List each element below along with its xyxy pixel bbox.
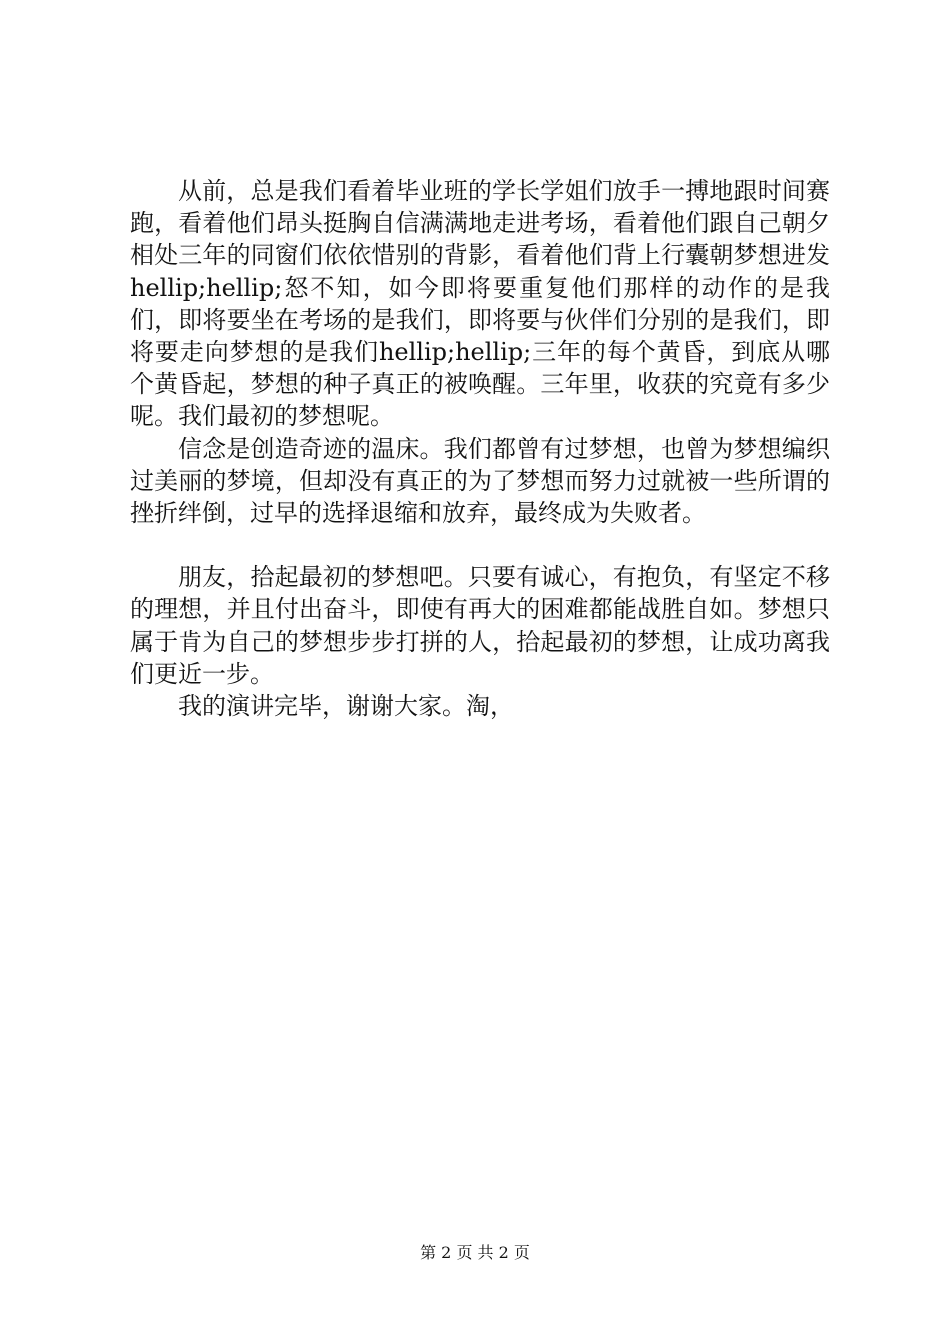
paragraph-3: 朋友，拾起最初的梦想吧。只要有诚心，有抱负，有坚定不移的理想，并且付出奋斗，即使有再大的困难都能战胜自如。梦想只属于肯为自己的梦想步步打拼的人，拾起最初的梦想，让成功离我们更近一步。 <box>130 563 830 688</box>
paragraph-2: 信念是创造奇迹的温床。我们都曾有过梦想，也曾为梦想编织过美丽的梦境，但却没有真正的为了梦想而努力过就被一些所谓的挫折绊倒，过早的选择退缩和放弃，最终成为失败者。 <box>130 434 830 528</box>
paragraph-4: 我的演讲完毕，谢谢大家。淘， <box>178 692 514 721</box>
paragraph-1: 从前，总是我们看着毕业班的学长学姐们放手一搏地跟时间赛跑，看着他们昂头挺胸自信满满地走进考场，看着他们跟自己朝夕相处三年的同窗们依依惜别的背影，看着他们背上行囊朝梦想进发hellip;hellip;怒不知，如今即将要重复他们那样的动作的是我们，即将要坐在考场的是我们，即将要与伙伴们分别的是我们，即将要走向梦想的是我们hellip;hellip;三年的每个黄昏，到底从哪个黄昏起，梦想的种子真正的被唤醒。三年里，收获的究竟有多少呢。我们最初的梦想呢。 <box>130 177 830 431</box>
document-body <box>130 175 830 722</box>
page-footer: 第 2 页 共 2 页 <box>420 1243 530 1262</box>
